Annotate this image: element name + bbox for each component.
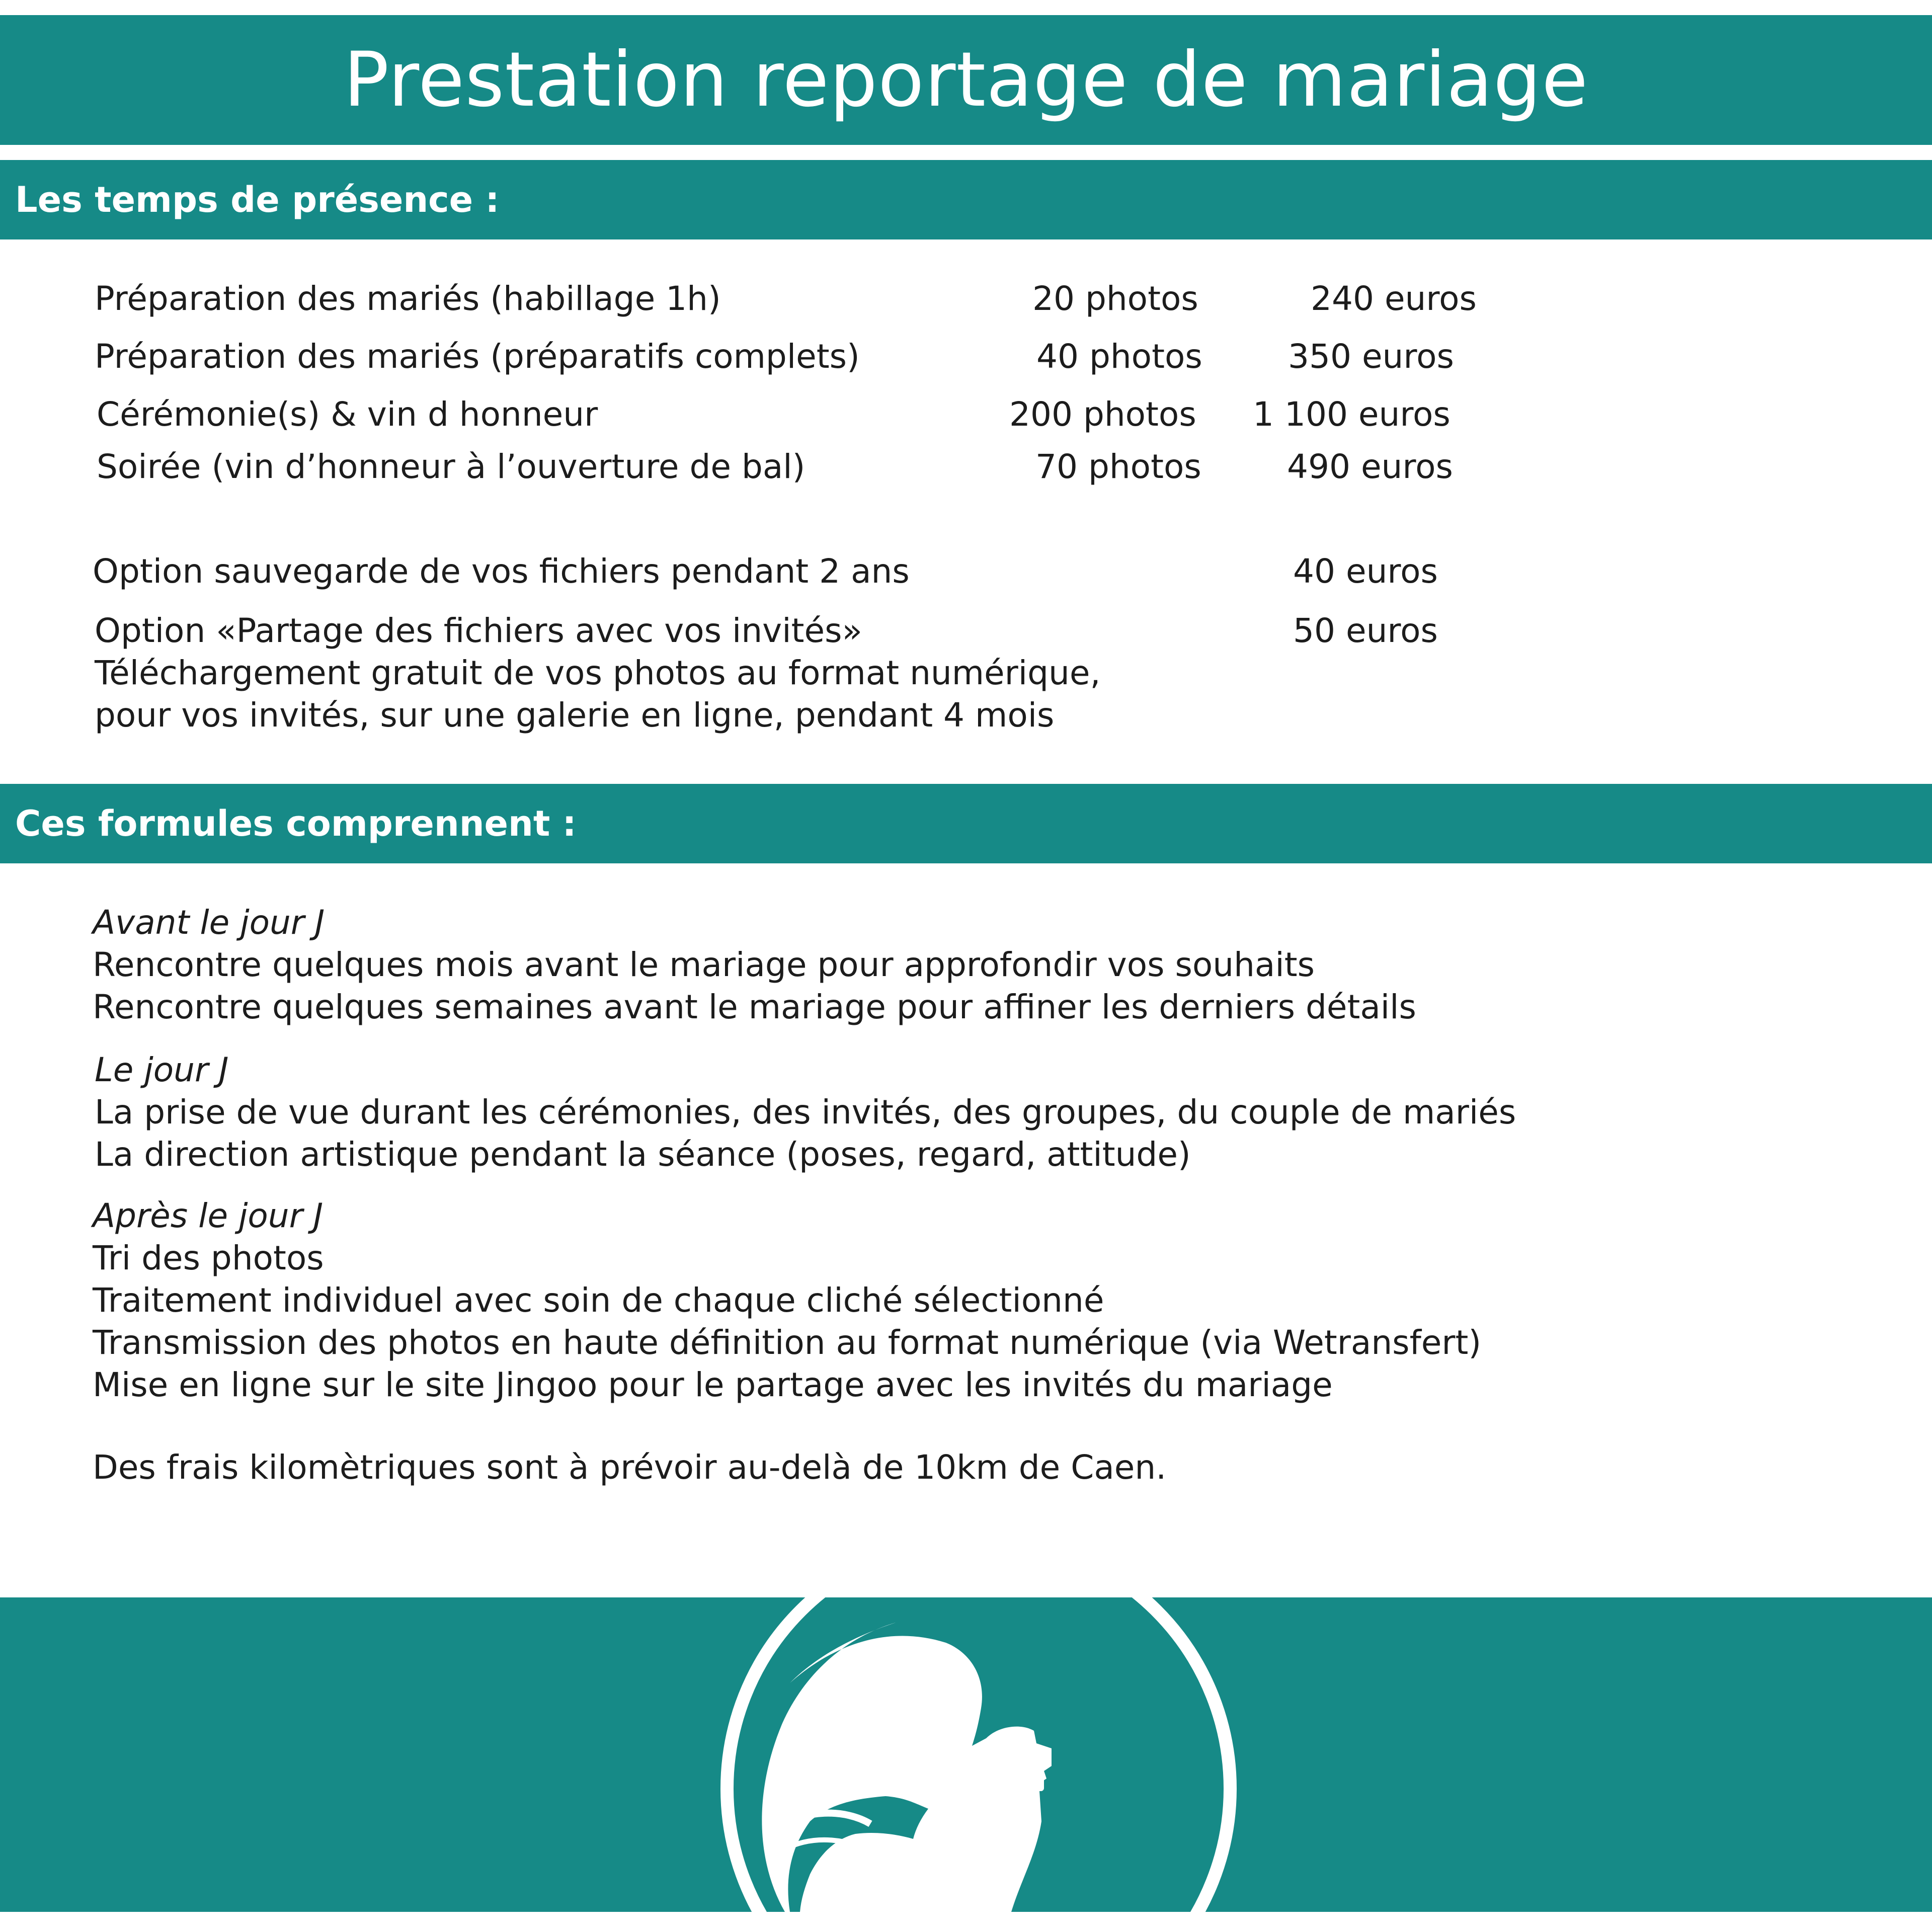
option-price: 40 euros [1293,552,1438,591]
price-row-label: Cérémonie(s) & vin d honneur [97,395,598,434]
formula-group-title: Avant le jour J [93,903,325,942]
price-row-photos: 70 photos [1035,447,1201,486]
formula-group-title: Après le jour J [93,1196,324,1235]
formula-item: Rencontre quelques mois avant le mariage pour approfondir vos souhaits [93,945,1315,984]
price-row-price: 490 euros [1287,447,1453,486]
price-row-price: 1 100 euros [1253,395,1451,434]
photographer-silhouette-icon [0,1597,1932,1912]
price-row-photos: 200 photos [1009,395,1196,434]
price-row-label: Préparation des mariés (habillage 1h) [95,279,721,318]
price-row-label: Soirée (vin d’honneur à l’ouverture de bal) [97,447,806,486]
section-formulas-heading: Ces formules comprennent : [15,803,577,844]
price-row-price: 240 euros [1311,279,1477,318]
formula-item: Transmission des photos en haute définition au format numérique (via Wetransfert) [93,1323,1482,1362]
formula-item: Traitement individuel avec soin de chaque cliché sélectionné [93,1281,1104,1320]
section-presence-heading: Les temps de présence : [15,179,500,220]
formula-item: Rencontre quelques semaines avant le mariage pour affiner les derniers détails [93,988,1416,1026]
formula-item: La direction artistique pendant la séance (poses, regard, attitude) [95,1135,1191,1174]
option-label: Option «Partage des fichiers avec vos invités» [95,611,862,650]
price-row-price: 350 euros [1288,337,1454,376]
page-title: Prestation reportage de mariage [343,36,1589,124]
price-row-label: Préparation des mariés (préparatifs complets) [95,337,860,376]
formula-group-title: Le jour J [95,1051,229,1089]
price-row-photos: 20 photos [1032,279,1198,318]
option-price: 50 euros [1293,611,1438,650]
option-detail-line: pour vos invités, sur une galerie en ligne, pendant 4 mois [95,696,1055,735]
formula-item: Tri des photos [93,1239,324,1277]
footer-band [0,1597,1932,1912]
option-label: Option sauvegarde de vos fichiers pendant 2 ans [93,552,910,591]
option-detail-line: Téléchargement gratuit de vos photos au format numérique, [95,654,1101,692]
formula-item: La prise de vue durant les cérémonies, des invités, des groupes, du couple de mariés [95,1093,1516,1132]
formula-item: Mise en ligne sur le site Jingoo pour le partage avec les invités du mariage [93,1365,1333,1404]
price-row-photos: 40 photos [1036,337,1202,376]
mileage-note: Des frais kilomètriques sont à prévoir au-delà de 10km de Caen. [93,1448,1167,1487]
